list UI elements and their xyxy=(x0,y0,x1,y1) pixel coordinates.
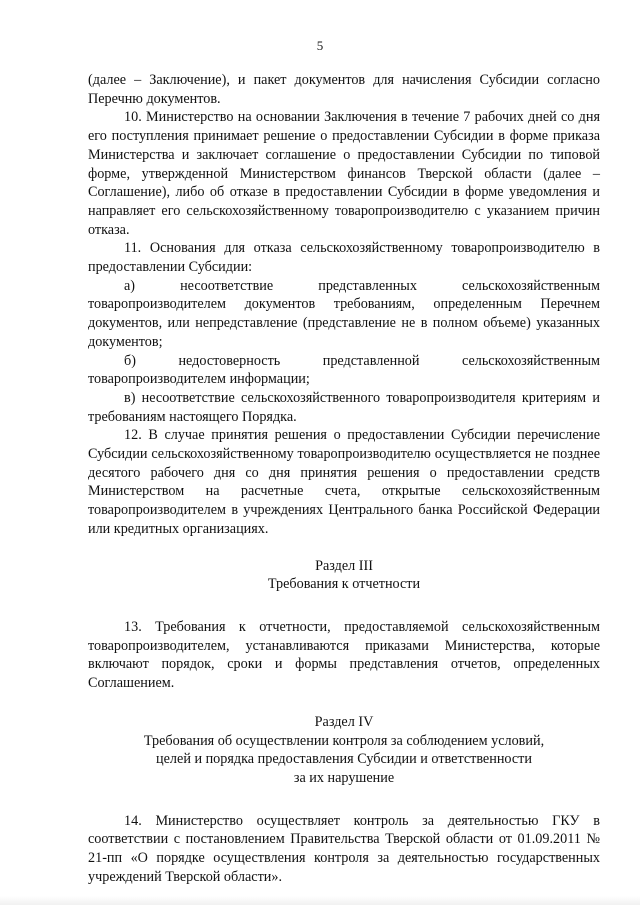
section-4-title-line-1: Требования об осуществлении контроля за соблюдением условий, xyxy=(143,732,545,749)
paragraph-14: 14. Министерство осуществляет контроль за деятельностью ГКУ в соответствии с постановлением Правительства Тверской области от 01.09.2011 № 21-пп «О порядке осуществления контроля за деятельностью государственных учреждений Тверской области». xyxy=(88,812,600,885)
section-3-label: Раздел III xyxy=(315,557,373,574)
section-4-title-line-2: целей и порядка предоставления Субсидии и ответственности xyxy=(156,751,532,768)
section-4-heading xyxy=(88,713,600,788)
page-number: 5 xyxy=(316,38,324,53)
section-4-label: Раздел IV xyxy=(314,713,374,730)
section-3-title: Требования к отчетности xyxy=(267,576,421,593)
paragraph-continuation: (далее – Заключение), и пакет документов для начисления Субсидии согласно Перечню документов. xyxy=(88,72,600,107)
paragraph-11-b: б) недостоверность представленной сельскохозяйственным товаропроизводителем информации; xyxy=(88,352,600,388)
paragraph-10: 10. Министерство на основании Заключения в течение 7 рабочих дней со дня его поступления принимает решение о предоставлении Субсидии в форме приказа Министерства и заключает соглашение о предоставлении Субсидии по типовой форме, утвержденной Министерством финансов Тверской области (далее – Соглашение), либо об отказе в предоставлении Субсидии в форме уведомления и направляет его сельскохозяйственному товаропроизводителю с указанием причин отказа. xyxy=(88,109,600,238)
paragraph-11: 11. Основания для отказа сельскохозяйственному товаропроизводителю в предоставлении Субсидии: xyxy=(88,240,600,276)
section-4-title-line-3: за их нарушение xyxy=(293,769,395,786)
paragraph-11-a: а) несоответствие представленных сельскохозяйственным товаропроизводителем документов требованиям, определенным Перечнем документов, или непредставление (представление не в полном объеме) указанных документов; xyxy=(88,277,600,350)
scan-bottom-edge xyxy=(0,896,640,905)
paragraph-11-c: в) несоответствие сельскохозяйственного товаропроизводителя критериям и требованиям настоящего Порядка. xyxy=(88,389,600,425)
document-body xyxy=(88,71,600,886)
paragraph-13: 13. Требования к отчетности, предоставляемой сельскохозяйственным товаропроизводителем, устанавливаются приказами Министерства, которые включают порядок, сроки и формы представления отчетов, определенных Соглашением. xyxy=(88,618,600,692)
section-3-heading xyxy=(88,557,600,594)
paragraph-12: 12. В случае принятия решения о предоставлении Субсидии перечисление Субсидии сельскохозяйственному товаропроизводителю осуществляется не позднее десятого рабочего дня со дня принятия решения о предоставлении средств Министерством на расчетные счета, открытые сельскохозяйственным товаропроизводителем в учреждениях Центрального банка Российской Федерации или кредитных организациях. xyxy=(88,427,600,537)
